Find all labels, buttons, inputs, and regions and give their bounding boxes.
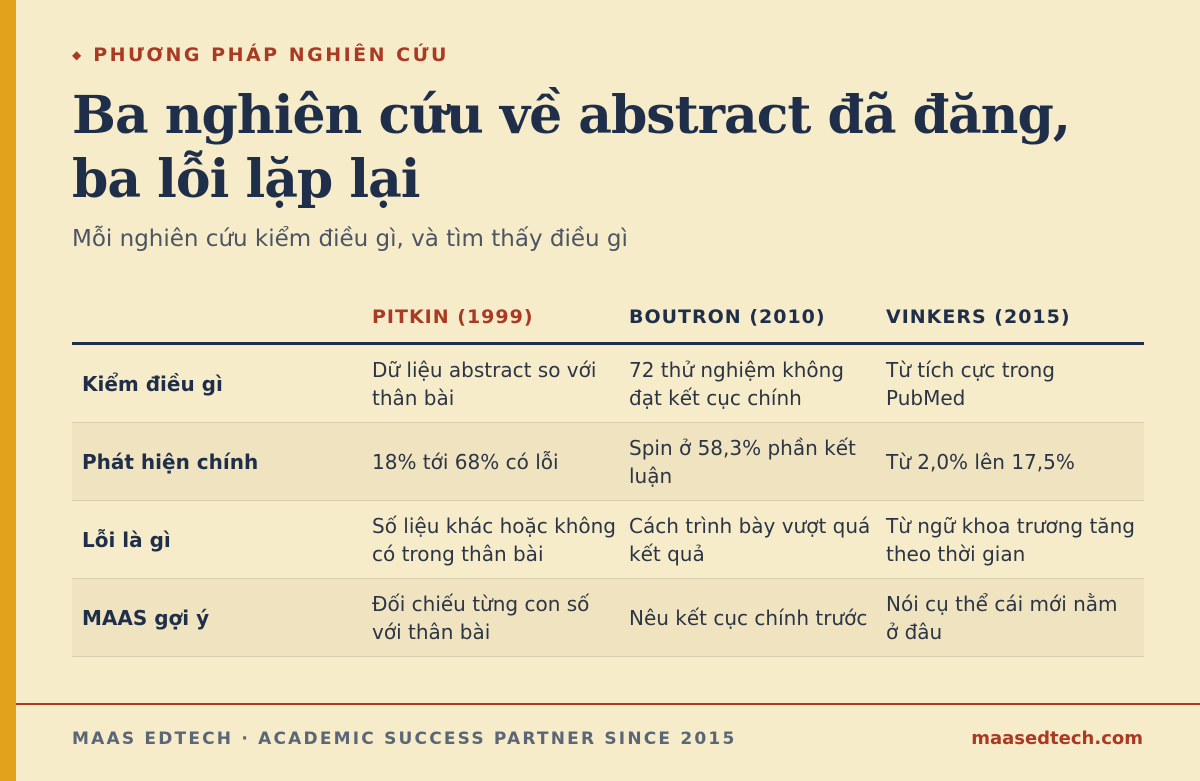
table-cell: Số liệu khác hoặc không có trong thân bài (372, 513, 616, 566)
table-cell: Cách trình bày vượt quá kết quả (629, 513, 871, 566)
table-cell: Từ ngữ khoa trương tăng theo thời gian (886, 513, 1135, 566)
eyebrow-label: PHƯƠNG PHÁP NGHIÊN CỨU (93, 44, 449, 66)
table-cell: Dữ liệu abstract so với thân bài (372, 357, 597, 410)
footer-tagline: MAAS EDTECH · ACADEMIC SUCCESS PARTNER SINCE 2015 (72, 729, 737, 749)
table-cell: Từ 2,0% lên 17,5% (886, 449, 1075, 474)
table-row (72, 423, 1144, 501)
table-cell: Nói cụ thể cái mới nằm ở đâu (886, 591, 1118, 644)
diamond-icon: ◆ (72, 48, 82, 62)
table-cell: Từ tích cực trong PubMed (886, 357, 1055, 410)
table-cell: 18% tới 68% có lỗi (372, 449, 559, 474)
eyebrow (72, 44, 449, 66)
table-header (72, 292, 1144, 345)
row-label: MAAS gợi ý (82, 605, 210, 630)
row-label: Phát hiện chính (82, 449, 259, 474)
row-label: Lỗi là gì (82, 527, 171, 552)
header-cell-pitkin: PITKIN (1999) (372, 306, 534, 328)
comparison-table (72, 292, 1144, 657)
table-cell: Nêu kết cục chính trước (629, 605, 868, 630)
table-row (72, 579, 1144, 657)
footer-divider (16, 703, 1200, 705)
table-cell: 72 thử nghiệm không đạt kết cục chính (629, 357, 844, 410)
table-cell: Spin ở 58,3% phần kết luận (629, 435, 856, 488)
table-cell: Đối chiếu từng con số với thân bài (372, 591, 590, 644)
row-label: Kiểm điều gì (82, 371, 223, 396)
header-cell-vinkers: VINKERS (2015) (886, 306, 1071, 328)
page-title: Ba nghiên cứu về abstract đã đăng, ba lỗi lặp lại (72, 85, 1070, 210)
header-cell-boutron: BOUTRON (2010) (629, 306, 826, 328)
accent-sidebar (0, 0, 16, 781)
page-subtitle: Mỗi nghiên cứu kiểm điều gì, và tìm thấy điều gì (72, 226, 628, 252)
table-row (72, 345, 1144, 423)
table-row (72, 501, 1144, 579)
footer-website-link[interactable]: maasedtech.com (971, 728, 1143, 749)
